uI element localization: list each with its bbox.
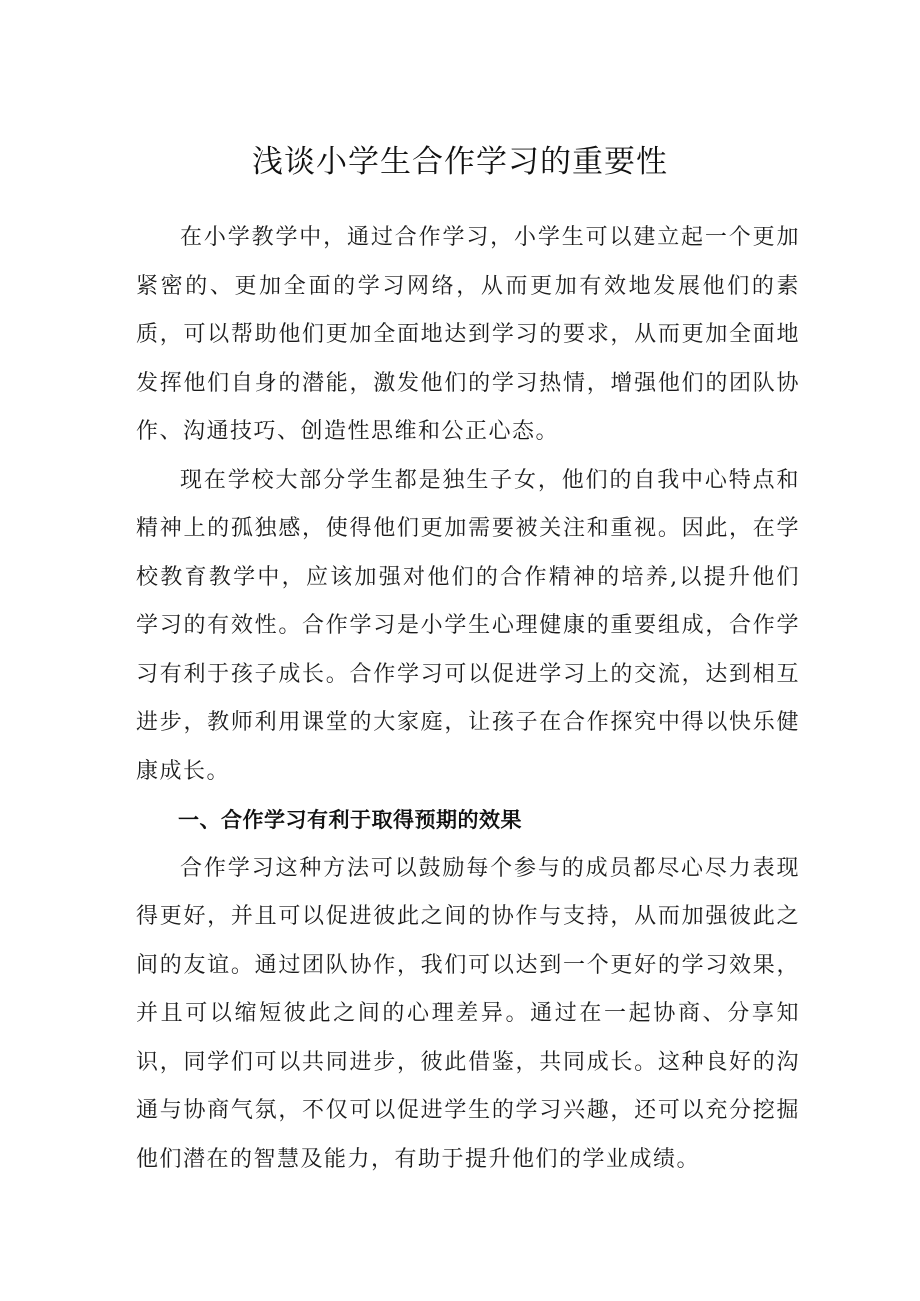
page-title: 浅谈小学生合作学习的重要性 <box>252 144 668 180</box>
paragraph-2: 现在学校大部分学生都是独生子女，他们的自我中心特点和精神上的孤独感，使得他们更加需要被关注和重视。因此，在学校教育教学中，应该加强对他们的合作精神的培养,以提升他们学习的有效性。合作学习是小学生心理健康的重要组成，合作学习有利于孩子成长。合作学习可以促进学习上的交流，达到相互进步，教师利用课堂的大家庭，让孩子在合作探究中得以快乐健康成长。 <box>136 467 800 784</box>
paragraph-1: 在小学教学中，通过合作学习，小学生可以建立起一个更加紧密的、更加全面的学习网络，从而更加有效地发展他们的素质，可以帮助他们更加全面地达到学习的要求，从而更加全面地发挥他们自身的潜能，激发他们的学习热情，增强他们的团队协作、沟通技巧、创造性思维和公正心态。 <box>136 225 800 444</box>
document-body <box>136 214 800 1184</box>
section-paragraph-1: 合作学习这种方法可以鼓励每个参与的成员都尽心尽力表现得更好，并且可以促进彼此之间的协作与支持，从而加强彼此之间的友谊。通过团队协作，我们可以达到一个更好的学习效果，并且可以缩短彼此之间的心理差异。通过在一起协商、分享知识，同学们可以共同进步，彼此借鉴，共同成长。这种良好的沟通与协商气氛，不仅可以促进学生的学习兴趣，还可以充分挖掘他们潜在的智慧及能力，有助于提升他们的学业成绩。 <box>136 855 800 1172</box>
section-heading: 一、合作学习有利于取得预期的效果 <box>178 808 522 832</box>
